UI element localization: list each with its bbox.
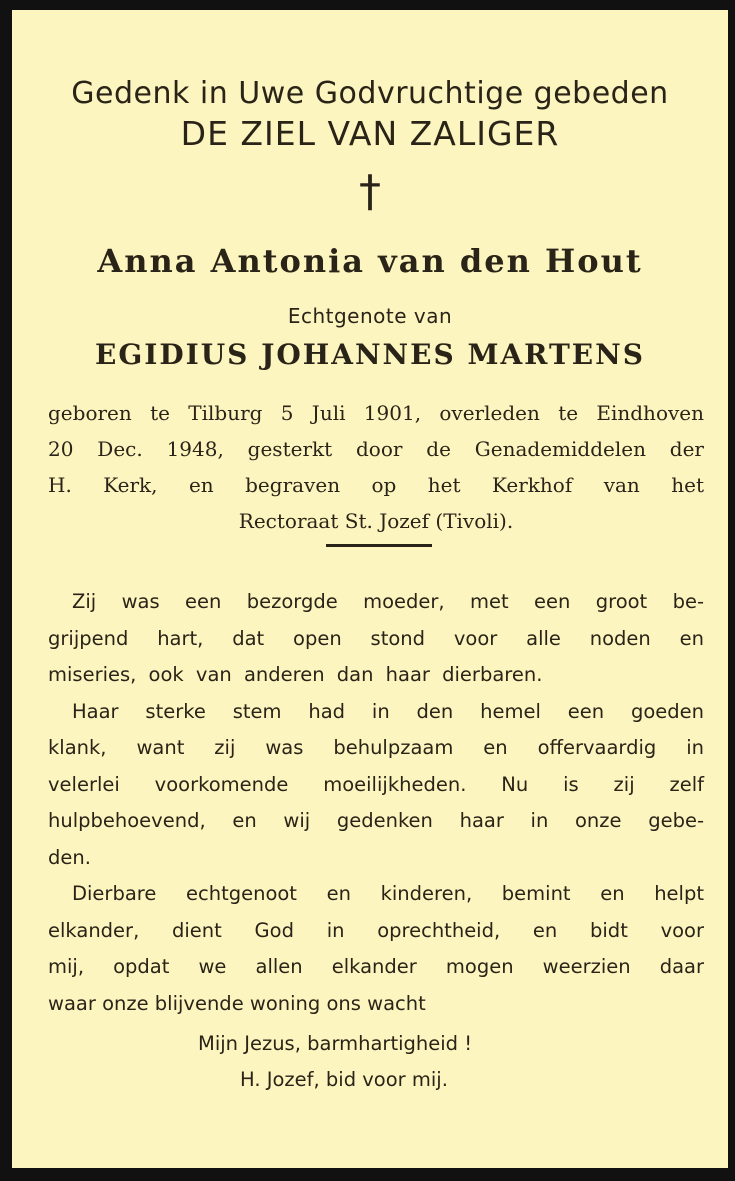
- deceased-name: Anna Antonia van den Hout: [97, 242, 643, 280]
- bio-line: H. Kerk, en begraven op het Kerkhof van het: [48, 473, 704, 497]
- biography: [48, 395, 704, 539]
- bio-line: 20 Dec. 1948, gesterkt door de Genademiddelen der: [48, 437, 704, 461]
- closing-prayer-1: Mijn Jezus, barmhartigheid !: [198, 1032, 473, 1055]
- spouse-intro: Echtgenote van: [287, 304, 453, 328]
- divider: [326, 544, 432, 547]
- text-line: Dierbare echtgenoot en kinderen, bemint en helpt: [72, 882, 704, 905]
- header-line-1: Gedenk in Uwe Godvruchtige gebeden: [71, 76, 669, 111]
- memorial-text: [48, 584, 704, 1022]
- text-line: Haar sterke stem had in den hemel een goeden: [72, 699, 704, 723]
- text-line: mij, opdat we allen elkander mogen weerzien daar: [48, 955, 704, 978]
- text-line: grijpend hart, dat open stond voor alle noden en: [48, 626, 704, 650]
- bio-line: geboren te Tilburg 5 Juli 1901, overleden te Eindhoven: [48, 401, 704, 425]
- bio-line: Rectoraat St. Jozef (Tivoli).: [238, 509, 514, 533]
- text-line: waar onze blijvende woning ons wacht: [48, 991, 426, 1015]
- cross-icon: †: [359, 166, 381, 217]
- header-line-2: DE ZIEL VAN ZALIGER: [180, 114, 560, 153]
- closing-prayer-2: H. Jozef, bid voor mij.: [240, 1068, 448, 1091]
- text-line: elkander, dient God in oprechtheid, en bidt voor: [48, 918, 704, 942]
- text-line: miseries, ook van anderen dan haar dierbaren.: [48, 663, 543, 686]
- spouse-name: EGIDIUS JOHANNES MARTENS: [95, 338, 645, 371]
- memorial-card: [12, 10, 728, 1168]
- text-line: velerlei voorkomende moeilijkheden. Nu is zij zelf: [48, 772, 704, 796]
- text-line: hulpbehoevend, en wij gedenken haar in onze gebe-: [48, 809, 704, 832]
- text-line: Zij was een bezorgde moeder, met een groot be-: [72, 590, 704, 613]
- text-line: klank, want zij was behulpzaam en offervaardig in: [48, 736, 704, 759]
- text-line: den.: [48, 845, 91, 869]
